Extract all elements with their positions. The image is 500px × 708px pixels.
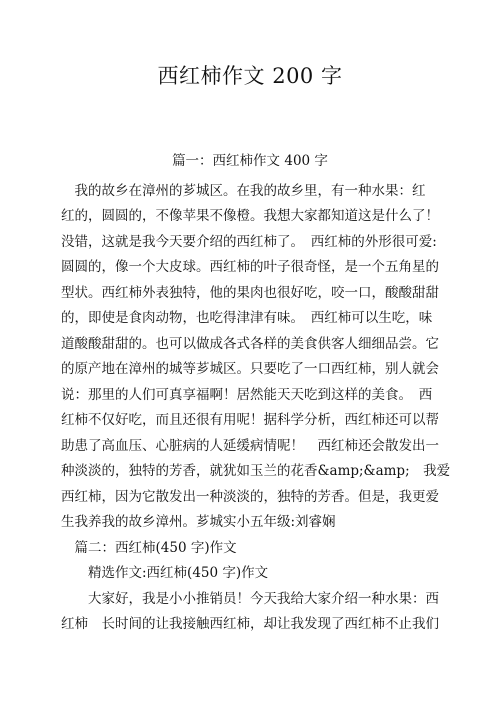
paragraph-line: 我的故乡在漳州的芗城区。在我的故乡里，有一种水果：红 [61,183,426,199]
paragraph-line: 种淡淡的，独特的芳香，就犹如玉兰的花香&amp;&amp; 我爱 [61,463,451,479]
paragraph-line: 大家好，我是小小推销员！今天我给大家介绍一种水果：西 [61,591,439,607]
paragraph-line: 的原产地在漳州的城等芗城区。只要吃了一口西红柿，别人就会 [61,361,439,377]
document-title: 西红柿作文 200 字 [157,64,343,88]
section2-heading: 篇二：西红柿(450 字)作文 [61,540,237,556]
paragraph-line: 红的，圆圆的，不像苹果不像橙。我想大家都知道这是什么了！ [61,208,439,224]
section2-subheading: 精选作文:西红柿(450 字)作文 [61,565,269,581]
paragraph-line: 西红柿，因为它散发出一种淡淡的，独特的芳香。但是，我更爱 [61,489,439,505]
paragraph-line: 圆圆的，像一个大皮球。西红柿的叶子很奇怪，是一个五角星的 [61,259,439,275]
paragraph-line: 的，即使是食肉动物，也吃得津津有味。 西红柿可以生吃，味 [61,310,433,326]
paragraph-line: 没错，这就是我今天要介绍的西红柿了。 西红柿的外形很可爱: [61,234,437,250]
paragraph-line: 型状。西红柿外表独特，他的果肉也很好吃，咬一口，酸酸甜甜 [61,285,439,301]
paragraph-line: 助患了高血压、心脏病的人延缓病情呢！ 西红柿还会散发出一 [61,438,439,454]
section1-heading: 篇一：西红柿作文 400 字 [172,153,328,169]
paragraph-line: 红柿不仅好吃，而且还很有用呢！据科学分析，西红柿还可以帮 [61,412,439,428]
paragraph-line: 红柿 长时间的让我接触西红柿，却让我发现了西红柿不止我们 [61,616,439,632]
paragraph-line: 生我养我的故乡漳州。芗城实小五年级:刘睿娴 [61,514,336,530]
paragraph-line: 说：那里的人们可真享福啊！居然能天天吃到这样的美食。 西 [61,387,433,403]
paragraph-line: 道酸酸甜甜的。也可以做成各式各样的美食供客人细细品尝。它 [61,336,439,352]
